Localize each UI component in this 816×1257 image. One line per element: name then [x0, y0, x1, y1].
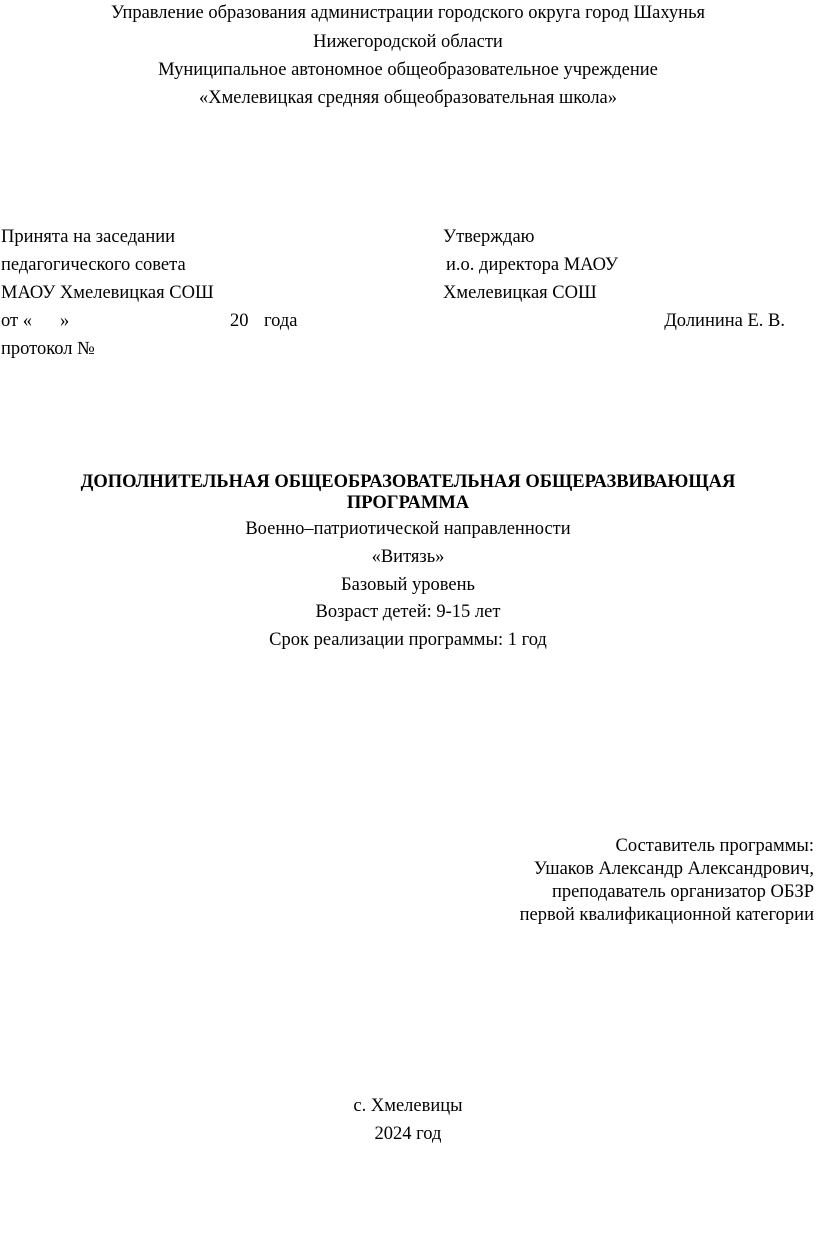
school-short-name: МАОУ Хмелевицкая СОШ — [1, 283, 214, 303]
pedagogical-council: педагогического совета — [1, 255, 186, 275]
year-prefix: 20 — [230, 311, 249, 331]
program-name: «Витязь» — [371, 547, 445, 567]
acting-director: и.о. директора МАОУ — [446, 255, 619, 275]
author-category: первой квалификационной категории — [519, 905, 814, 925]
place-name: с. Хмелевицы — [353, 1096, 463, 1116]
org-name: «Хмелевицкая средняя общеобразовательная школа» — [198, 88, 618, 108]
author-position: преподаватель организатор ОБЗР — [551, 882, 814, 902]
school-name-right: Хмелевицкая СОШ — [443, 283, 597, 303]
approve-label: Утверждаю — [443, 227, 535, 247]
signer-name: Долинина Е. В. — [664, 311, 785, 331]
program-age: Возраст детей: 9-15 лет — [315, 602, 501, 622]
program-duration: Срок реализации программы: 1 год — [269, 630, 547, 650]
org-type: Муниципальное автономное общеобразовательное учреждение — [158, 60, 658, 80]
year-suffix: года — [264, 311, 298, 331]
program-title-line1: ДОПОЛНИТЕЛЬНАЯ ОБЩЕОБРАЗОВАТЕЛЬНАЯ ОБЩЕРАЗВИВАЮЩАЯ — [80, 472, 736, 492]
org-region: Нижегородской области — [313, 32, 503, 52]
program-level: Базовый уровень — [341, 575, 475, 595]
program-direction: Военно–патриотической направленности — [245, 519, 571, 539]
document-year: 2024 год — [374, 1124, 442, 1144]
program-title-line2: ПРОГРАММА — [346, 493, 470, 513]
adopted-at-meeting: Принята на заседании — [1, 227, 176, 247]
author-name: Ушаков Александр Александрович, — [533, 859, 814, 879]
org-department: Управление образования администрации городского округа город Шахунья — [110, 3, 706, 23]
date-close-quote: » — [60, 311, 70, 331]
date-prefix: от « — [1, 311, 32, 331]
author-label: Составитель программы: — [615, 836, 814, 856]
protocol-number: протокол № — [1, 339, 95, 359]
